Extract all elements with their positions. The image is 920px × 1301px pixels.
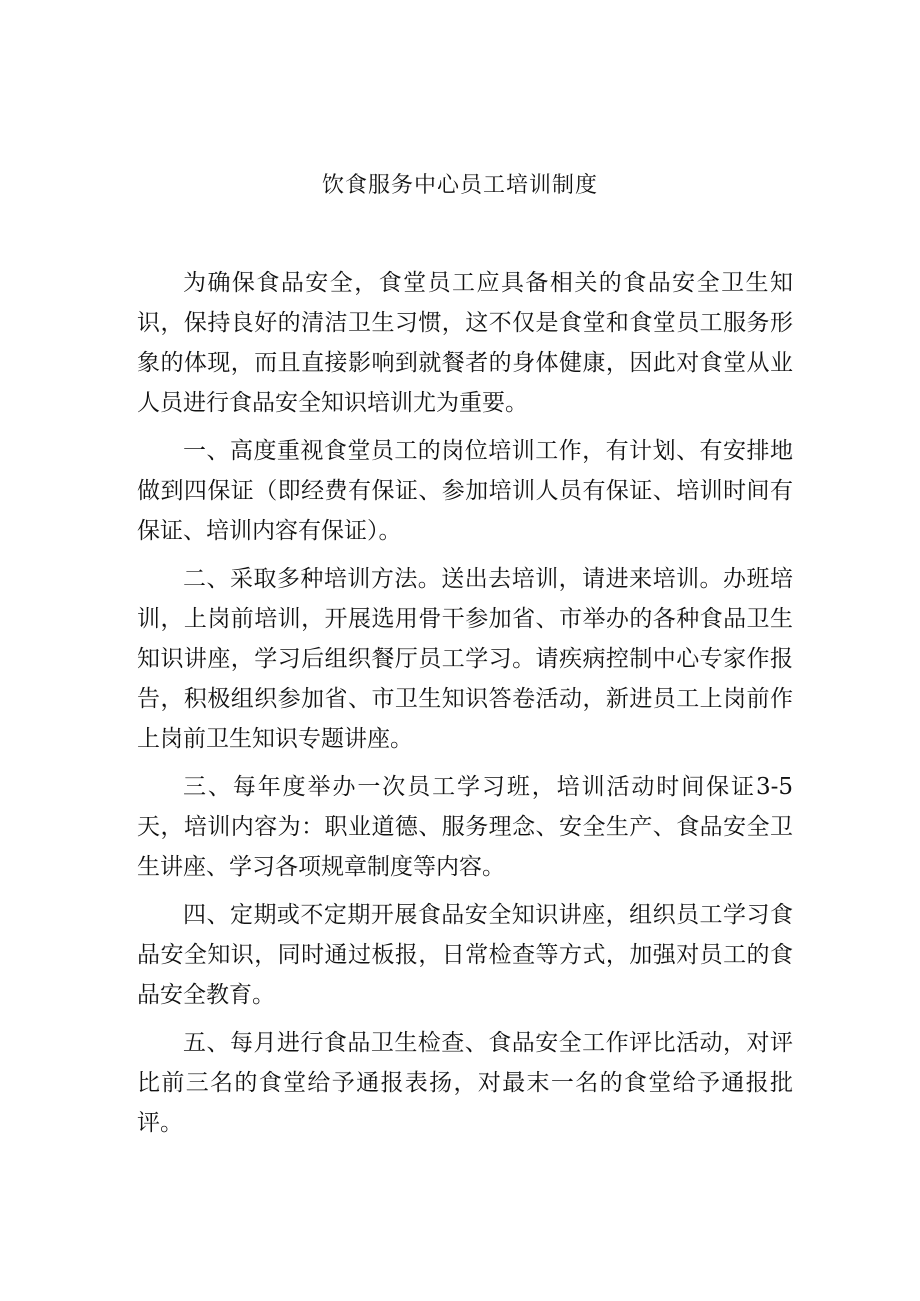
document-body xyxy=(137,263,793,1151)
section-5-paragraph: 五、每月进行食品卫生检查、食品安全工作评比活动，对评比前三名的食堂给予通报表扬，对最末一名的食堂给予通报批评。 xyxy=(137,1030,793,1136)
section-3-paragraph: 三、每年度举办一次员工学习班，培训活动时间保证3-5天，培训内容为：职业道德、服务理念、安全生产、食品安全卫生讲座、学习各项规章制度等内容。 xyxy=(137,774,793,880)
section-1-paragraph: 一、高度重视食堂员工的岗位培训工作，有计划、有安排地做到四保证（即经费有保证、参加培训人员有保证、培训时间有保证、培训内容有保证）。 xyxy=(137,438,793,544)
intro-paragraph: 为确保食品安全，食堂员工应具备相关的食品安全卫生知识，保持良好的清洁卫生习惯，这不仅是食堂和食堂员工服务形象的体现，而且直接影响到就餐者的身体健康，因此对食堂从业人员进行食品安全知识培训尤为重要。 xyxy=(137,270,793,416)
section-4-paragraph: 四、定期或不定期开展食品安全知识讲座，组织员工学习食品安全知识，同时通过板报，日常检查等方式，加强对员工的食品安全教育。 xyxy=(137,902,793,1008)
document-title: 饮食服务中心员工培训制度 xyxy=(321,173,598,198)
section-2-paragraph: 二、采取多种培训方法。送出去培训，请进来培训。办班培训，上岗前培训，开展选用骨干参加省、市举办的各种食品卫生知识讲座，学习后组织餐厅员工学习。请疾病控制中心专家作报告，积极组织参加省、市卫生知识答卷活动，新进员工上岗前作上岗前卫生知识专题讲座。 xyxy=(137,566,793,752)
